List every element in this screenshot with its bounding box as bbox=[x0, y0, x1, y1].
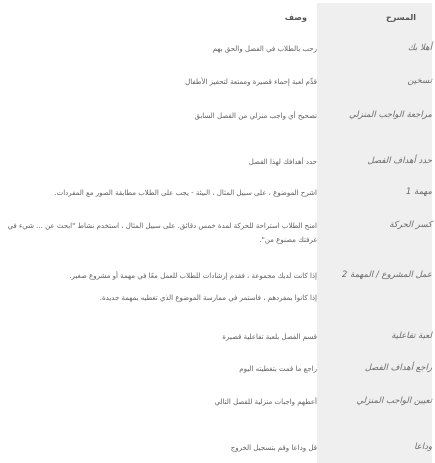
description-cell bbox=[0, 33, 317, 65]
description-cell bbox=[0, 65, 317, 99]
stage-cell: أهلا بك bbox=[317, 33, 432, 65]
description-cell bbox=[0, 209, 317, 259]
table-header-row bbox=[0, 3, 432, 33]
stage-cell: لعبة تفاعلية bbox=[317, 321, 432, 353]
description-text: اشرح الموضوع ، على سبيل المثال ، البيئة - يجب على الطلاب مطابقة الصور مع المفردات. bbox=[54, 189, 317, 197]
table-body bbox=[0, 33, 432, 463]
description-cell bbox=[0, 177, 317, 209]
description-cell bbox=[0, 385, 317, 431]
table-row bbox=[0, 259, 432, 321]
description-text: امنح الطلاب استراحة للحركة لمدة خمس دقائق. على سبيل المثال ، استخدم نشاط "ابحث عن ... شيء في غرفتك مصنوع من". bbox=[7, 222, 317, 244]
description-text: قسم الفصل بلعبة تفاعلية قصيرة bbox=[222, 333, 317, 341]
table-row bbox=[0, 431, 432, 463]
stage-cell: وداعا bbox=[317, 431, 432, 463]
description-text: إذا كانوا بمفردهم ، فاستمر في ممارسة الموضوع الذي تغطيه بمهمة جديدة. bbox=[99, 294, 317, 302]
description-text: تصحيح أي واجب منزلي من الفصل السابق bbox=[194, 112, 317, 120]
stage-column-header: المسرح bbox=[317, 3, 432, 33]
table-row bbox=[0, 65, 432, 99]
stage-cell: كسر الحركة bbox=[317, 209, 432, 259]
description-text: قدِّم لعبة إحماء قصيرة وممتعة لتحفيز الأطفال bbox=[185, 78, 317, 86]
stage-cell: تعيين الواجب المنزلي bbox=[317, 385, 432, 431]
table-row bbox=[0, 145, 432, 177]
table-row bbox=[0, 321, 432, 353]
stage-cell: راجع أهداف الفصل bbox=[317, 353, 432, 385]
table-row bbox=[0, 99, 432, 145]
table-row bbox=[0, 177, 432, 209]
table-row bbox=[0, 209, 432, 259]
description-cell bbox=[0, 353, 317, 385]
description-column-header: وصف bbox=[0, 3, 317, 33]
description-text: راجع ما قمت بتغطيته اليوم bbox=[239, 365, 317, 373]
description-cell bbox=[0, 431, 317, 463]
stage-cell: مهمة 1 bbox=[317, 177, 432, 209]
description-cell bbox=[0, 259, 317, 321]
description-text: حدد أهدافك لهذا الفصل bbox=[248, 158, 317, 166]
stage-cell: عمل المشروع / المهمة 2 bbox=[317, 259, 432, 321]
description-cell bbox=[0, 321, 317, 353]
table-row bbox=[0, 33, 432, 65]
description-cell bbox=[0, 145, 317, 177]
description-text: قل وداعا وقم بتسجيل الخروج bbox=[230, 444, 317, 452]
description-text: إذا كانت لديك مجموعة ، فقدم إرشادات للطلاب للعمل معًا في مهمة أو مشروع صغير. bbox=[69, 272, 317, 280]
table-row bbox=[0, 353, 432, 385]
stage-cell: تسخين bbox=[317, 65, 432, 99]
description-cell bbox=[0, 99, 317, 145]
description-text: أعطهم واجبات منزلية للفصل التالي bbox=[214, 398, 317, 406]
table-row bbox=[0, 385, 432, 431]
description-text: رحب بالطلاب في الفصل والحق بهم bbox=[212, 45, 317, 53]
stage-cell: مراجعة الواجب المنزلي bbox=[317, 99, 432, 145]
stage-cell: حدد أهداف الفصل bbox=[317, 145, 432, 177]
lesson-stages-table bbox=[0, 3, 432, 463]
